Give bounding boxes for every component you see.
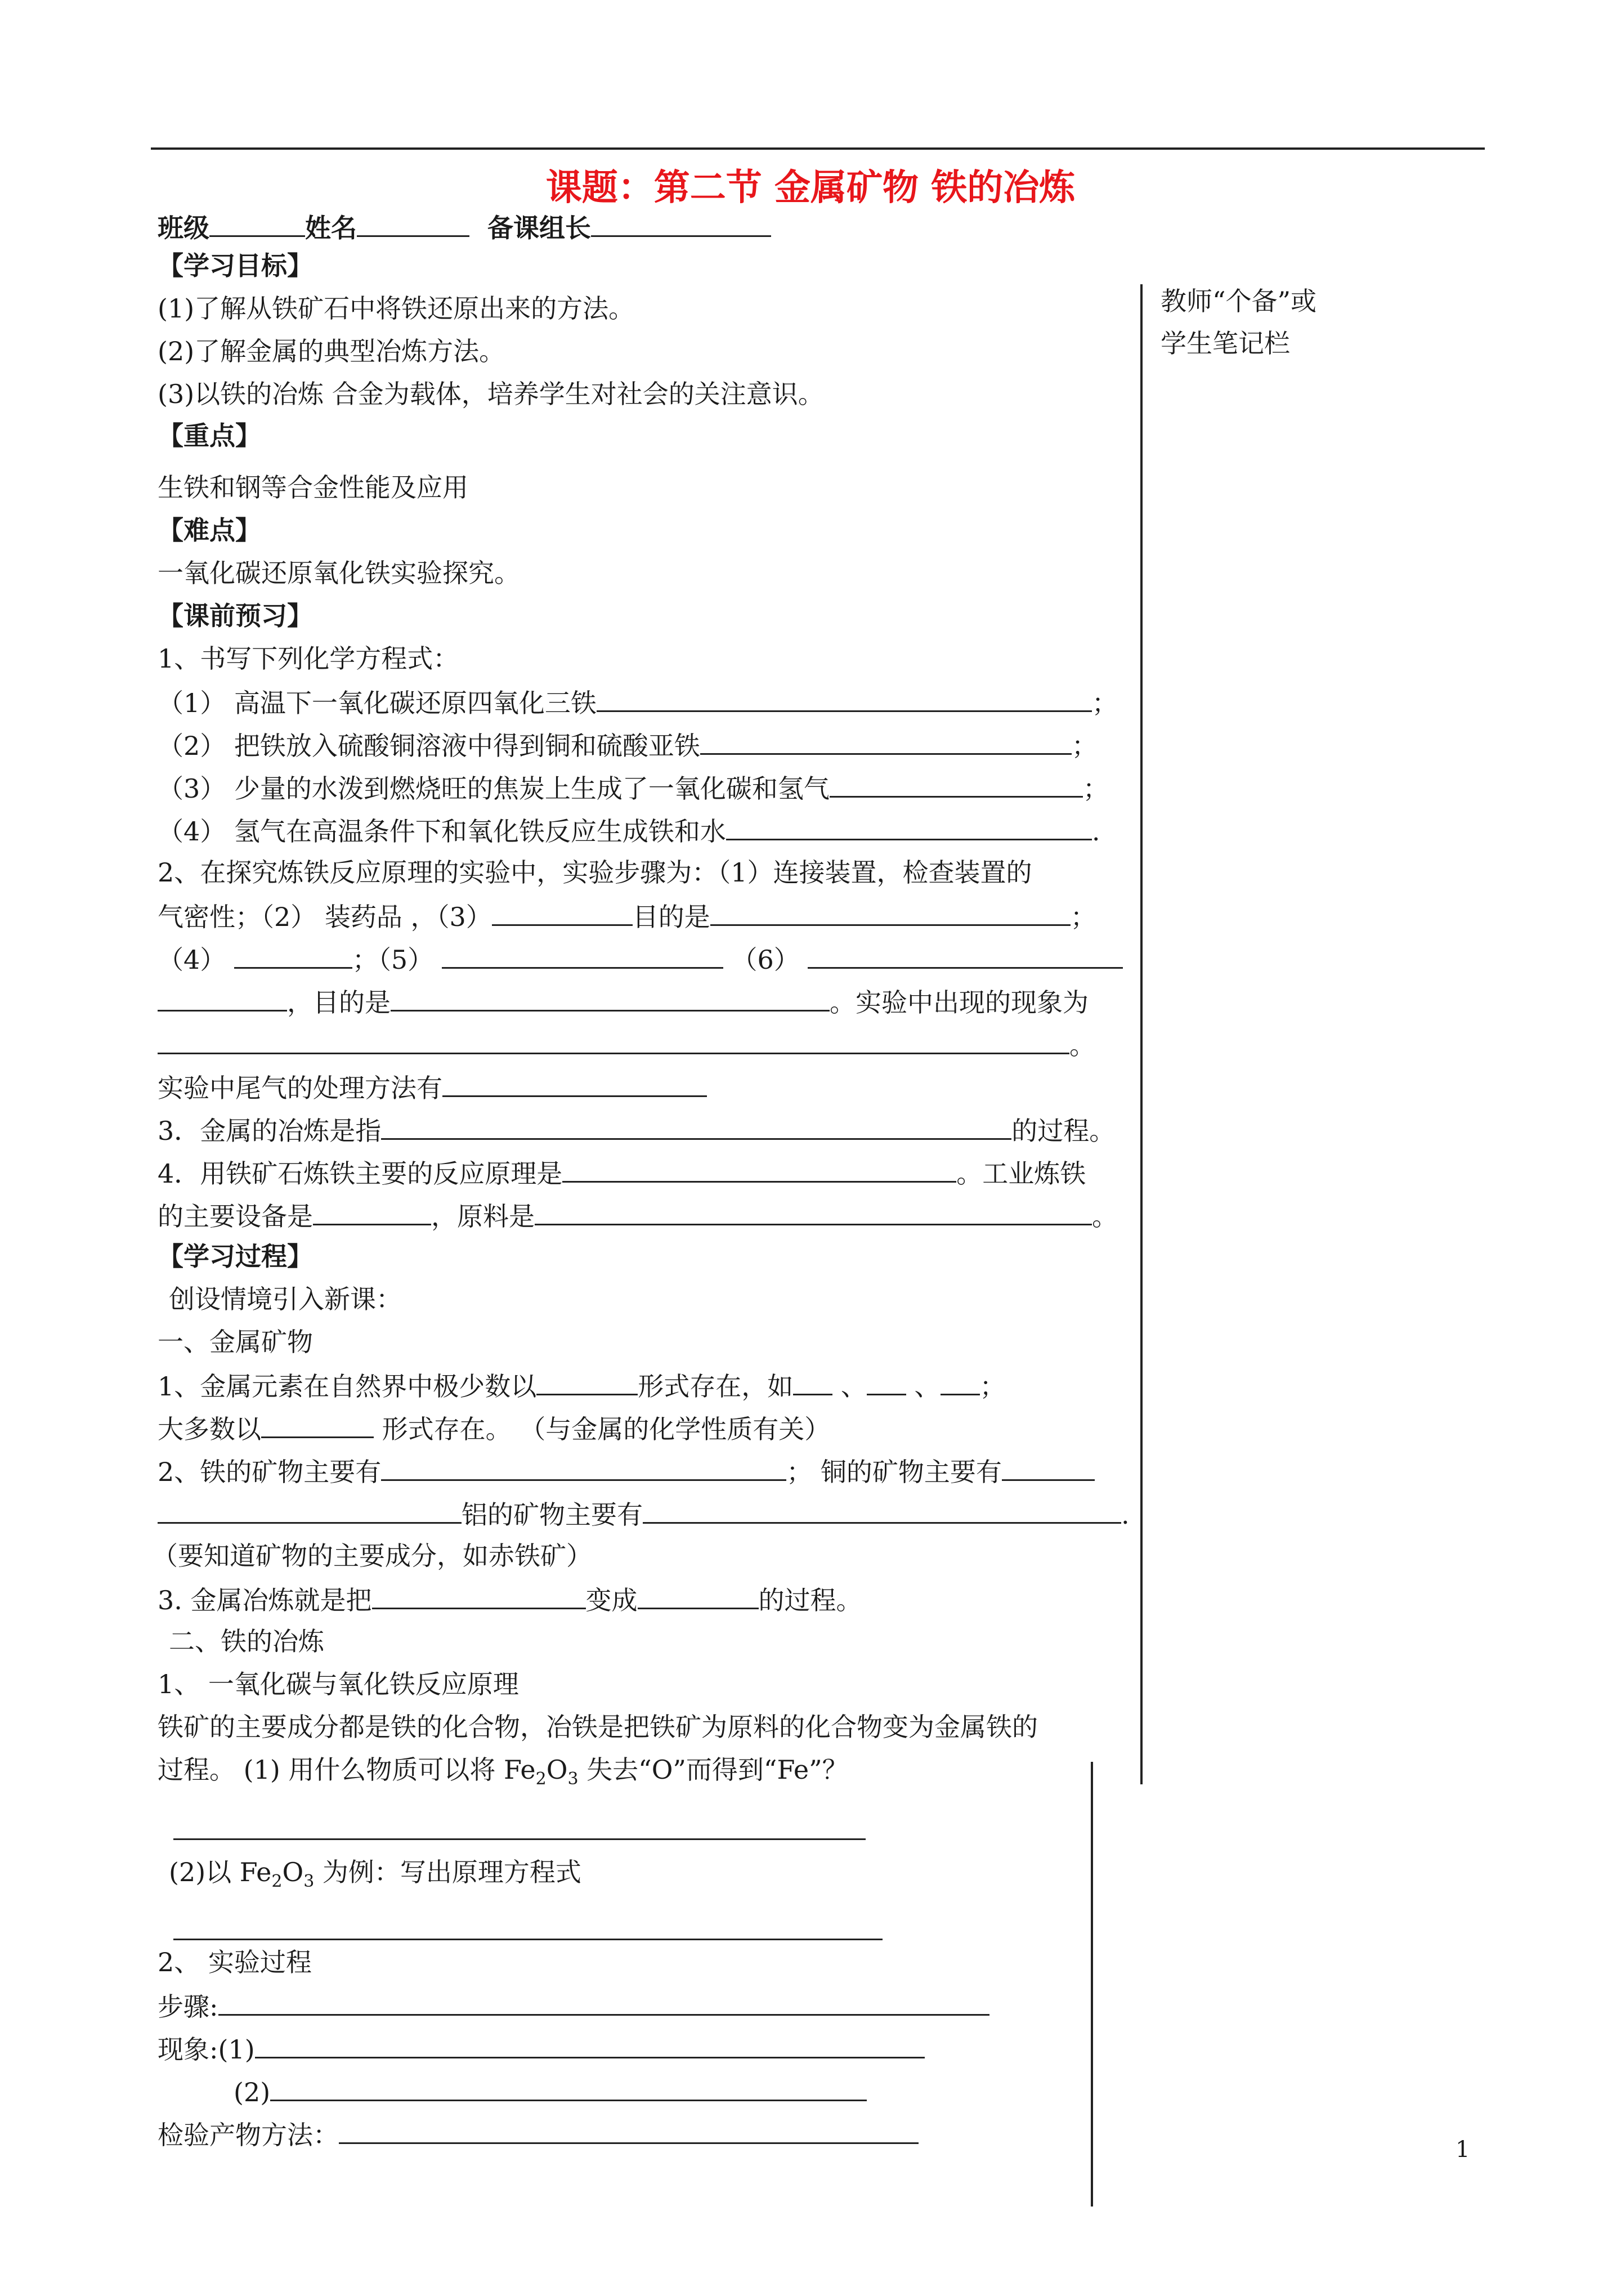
reaction-question-1	[158, 1753, 848, 1796]
copper-minerals-blank[interactable]	[1002, 1453, 1095, 1481]
q2d-phenomenon: 。实验中出现的现象为	[830, 987, 1089, 1018]
aluminum-minerals-blank[interactable]	[643, 1496, 1121, 1524]
preview-q2e	[158, 1027, 1095, 1062]
step5-label: ；（5）	[352, 945, 434, 975]
q2b-text: 气密性；（2） 装药品 ，（3）	[158, 902, 492, 932]
minerals-note: （要知道矿物的主要成分，如赤铁矿）	[152, 1541, 592, 1571]
m3-text: 3. 金属冶炼就是把	[158, 1585, 372, 1615]
steps-blank[interactable]	[218, 1988, 989, 2016]
part-two-heading: 二、铁的冶炼	[169, 1626, 324, 1657]
phenomenon-2-label: (2)	[234, 2077, 271, 2107]
class-blank[interactable]	[209, 209, 305, 237]
q4-text: 4．用铁矿石炼铁主要的反应原理是	[158, 1158, 563, 1189]
subscript-2: 2	[535, 1769, 547, 1789]
preview-q4a	[158, 1155, 1086, 1190]
page-title: 课题：第二节 金属矿物 铁的冶炼	[545, 167, 1076, 209]
copper-minerals-label: ； 铜的矿物主要有	[786, 1457, 1002, 1487]
step3-blank[interactable]	[492, 898, 633, 926]
raw-material-label: ，原料是	[431, 1201, 535, 1232]
goal-3: (3)以铁的冶炼 合金为载体，培养学生对社会的关注意识。	[158, 379, 824, 409]
q3-text: 3．金属的冶炼是指	[158, 1116, 382, 1146]
q1b-text: （2） 把铁放入硫酸铜溶液中得到铜和硫酸亚铁	[158, 731, 700, 761]
phenomenon-1-blank[interactable]	[255, 2031, 925, 2058]
m1-text: 1、金属元素在自然界中极少数以	[158, 1371, 537, 1402]
equation-answer-blank[interactable]	[173, 1913, 883, 1940]
preview-q2b	[158, 898, 1096, 934]
check-product-label: 检验产物方法：	[158, 2120, 339, 2150]
q1c-text: （3） 少量的水泼到燃烧旺的焦炭上生成了一氧化碳和氢气	[158, 773, 830, 804]
oxygen-symbol: O	[546, 1755, 568, 1785]
r4-text: (2)以 Fe	[169, 1857, 272, 1887]
separator: 、	[840, 1371, 867, 1402]
q2b-purpose: 目的是	[632, 902, 710, 932]
phenomenon-label: 现象:(1)	[158, 2034, 255, 2065]
tail-gas-label: 实验中尾气的处理方法有	[158, 1073, 442, 1103]
q1b-blank[interactable]	[700, 727, 1072, 755]
tail-gas-blank[interactable]	[442, 1069, 707, 1097]
subscript-2: 2	[271, 1872, 283, 1892]
difficulty-text: 一氧化碳还原氧化铁实验探究。	[158, 558, 520, 588]
q2d-purpose: ，目的是	[287, 987, 391, 1018]
free-state-blank[interactable]	[536, 1368, 638, 1395]
preview-q3	[158, 1112, 1115, 1148]
principle-blank[interactable]	[562, 1155, 956, 1183]
preview-q1d	[158, 813, 1100, 848]
section-key-heading: 【重点】	[158, 420, 261, 451]
preview-q1b	[158, 727, 1098, 763]
separator: 、	[914, 1371, 941, 1402]
subscript-3: 3	[303, 1872, 315, 1892]
from-blank[interactable]	[372, 1582, 586, 1609]
phenomenon-2-blank[interactable]	[270, 2074, 867, 2101]
steps-label: 步骤:	[158, 1991, 218, 2022]
check-product-blank[interactable]	[339, 2116, 919, 2144]
step6-blank[interactable]	[808, 941, 1123, 969]
step6-cont-blank[interactable]	[158, 984, 287, 1012]
m1-suffix: 形式存在。 （与金属的化学性质有关）	[374, 1414, 831, 1444]
period: .	[1091, 816, 1100, 847]
notes-column-label-2: 学生笔记栏	[1161, 328, 1290, 359]
r3-suffix: 失去“O”而得到“Fe”？	[578, 1755, 848, 1785]
semicolon: ；	[1082, 773, 1109, 804]
period: .	[1121, 1500, 1130, 1530]
preview-q2a: 2、在探究炼铁反应原理的实验中，实验步骤为：（1）连接装置，检查装置的	[158, 857, 1032, 888]
compound-state-blank[interactable]	[261, 1411, 374, 1438]
experiment-steps	[158, 1988, 989, 2024]
step4-label: （4）	[158, 945, 226, 975]
equipment-blank[interactable]	[313, 1198, 431, 1225]
section-goals-heading: 【学习目标】	[158, 250, 313, 281]
m3-into: 变成	[585, 1585, 638, 1615]
phenomenon-blank[interactable]	[158, 1027, 1069, 1054]
preview-q1: 1、书写下列化学方程式：	[158, 643, 459, 674]
reaction-principle-heading: 1、 一氧化碳与氧化铁反应原理	[158, 1669, 519, 1699]
example-blank-3[interactable]	[941, 1368, 980, 1395]
raw-material-blank[interactable]	[535, 1198, 1092, 1225]
minerals-q1-cont	[158, 1411, 830, 1446]
reducer-answer-blank[interactable]	[173, 1812, 866, 1840]
step3-purpose-blank[interactable]	[710, 898, 1071, 926]
subscript-3: 3	[567, 1769, 579, 1789]
period: 。	[1069, 1030, 1095, 1060]
top-rule	[151, 147, 1485, 150]
name-blank[interactable]	[357, 209, 469, 237]
oxygen-symbol: O	[282, 1857, 304, 1887]
experiment-heading: 2、 实验过程	[158, 1947, 312, 1977]
q4-suffix: 。工业炼铁	[956, 1158, 1086, 1189]
period: 。	[1092, 1201, 1118, 1232]
equipment-label: 的主要设备是	[158, 1201, 313, 1232]
copper-minerals-cont-blank[interactable]	[158, 1496, 462, 1524]
preview-q1a	[158, 684, 1118, 720]
m1-example: 形式存在，如	[638, 1371, 794, 1402]
reaction-question-2	[169, 1855, 581, 1899]
step6-purpose-blank[interactable]	[391, 984, 830, 1012]
semicolon: ；	[1091, 688, 1118, 718]
section-preview-heading: 【课前预习】	[158, 601, 313, 631]
example-blank-1[interactable]	[793, 1368, 832, 1395]
group-leader-blank[interactable]	[591, 209, 771, 237]
preview-q4b	[158, 1198, 1118, 1233]
iron-minerals-blank[interactable]	[381, 1453, 786, 1481]
step6-label: （6）	[731, 945, 800, 975]
step4-blank[interactable]	[234, 941, 352, 969]
notes-column-label-1: 教师“个备”或	[1161, 286, 1317, 316]
m1-majority: 大多数以	[158, 1414, 261, 1444]
name-label: 姓名	[305, 213, 357, 243]
class-label: 班级	[158, 213, 209, 243]
aluminum-minerals-label: 铝的矿物主要有	[462, 1500, 643, 1530]
minerals-q3	[158, 1582, 862, 1617]
minerals-q1	[158, 1368, 1006, 1403]
smelting-definition-blank[interactable]	[381, 1112, 1011, 1140]
minerals-q2-cont	[158, 1496, 1130, 1532]
q1d-text: （4） 氢气在高温条件下和氧化铁反应生成铁和水	[158, 816, 726, 847]
semicolon: ；	[979, 1371, 1006, 1402]
r4-suffix: 为例：写出原理方程式	[314, 1857, 581, 1887]
q3-suffix: 的过程。	[1011, 1116, 1116, 1146]
group-leader-label: 备课组长	[487, 213, 592, 243]
step5-blank[interactable]	[442, 941, 723, 969]
student-info-line	[158, 209, 771, 245]
page-number: 1	[1456, 2137, 1470, 2163]
preview-q2c	[158, 941, 1123, 977]
section-process-heading: 【学习过程】	[158, 1241, 313, 1272]
q1d-blank[interactable]	[726, 813, 1092, 840]
key-point-text: 生铁和钢等合金性能及应用	[158, 472, 468, 503]
reaction-principle-text: 铁矿的主要成分都是铁的化合物，冶铁是把铁矿为原料的化合物变为金属铁的	[158, 1712, 1038, 1742]
experiment-check	[158, 2116, 919, 2152]
goal-1: (1)了解从铁矿石中将铁还原出来的方法。	[158, 293, 635, 324]
to-blank[interactable]	[638, 1582, 759, 1609]
minerals-q2	[158, 1453, 1095, 1489]
r3-text: 过程。 (1) 用什么物质可以将 Fe	[158, 1755, 536, 1785]
q1a-blank[interactable]	[597, 684, 1092, 712]
process-intro: 创设情境引入新课：	[169, 1284, 402, 1314]
example-blank-2[interactable]	[867, 1368, 906, 1395]
q1c-blank[interactable]	[830, 770, 1083, 798]
notes-column-divider	[1140, 284, 1143, 1784]
semicolon: ；	[1071, 731, 1098, 761]
experiment-phenomenon-1	[158, 2031, 925, 2066]
q1a-text: （1） 高温下一氧化碳还原四氧化三铁	[158, 688, 597, 718]
preview-q1c	[158, 770, 1109, 805]
preview-q2f	[158, 1069, 707, 1105]
m3-suffix: 的过程。	[758, 1585, 862, 1615]
iron-minerals-label: 2、铁的矿物主要有	[158, 1457, 382, 1487]
section-difficulty-heading: 【难点】	[158, 515, 261, 545]
preview-q2d	[158, 984, 1089, 1019]
semicolon: ；	[1070, 902, 1096, 932]
goal-2: (2)了解金属的典型冶炼方法。	[158, 336, 505, 366]
part-one-heading: 一、金属矿物	[158, 1327, 313, 1357]
notes-column-divider-lower	[1091, 1762, 1093, 2207]
experiment-phenomenon-2	[234, 2074, 867, 2109]
